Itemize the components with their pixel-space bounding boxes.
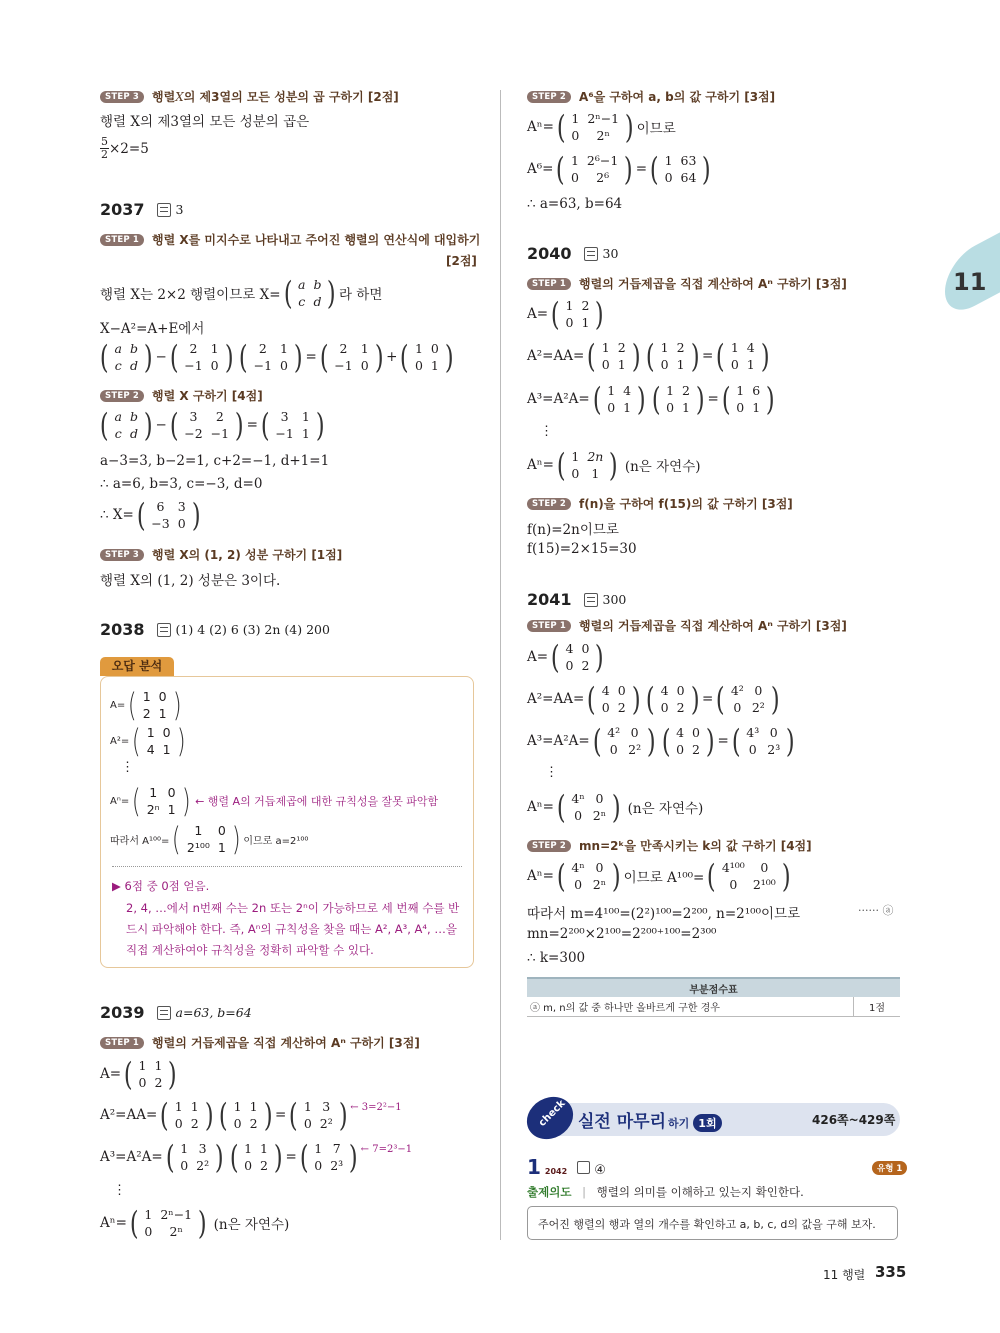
answer-icon (157, 203, 171, 217)
step-header: STEP 2 f(n)을 구하여 f(15)의 값 구하기 [3점] (527, 495, 793, 512)
math-line: Aⁿ= ( 4ⁿ 0 0 2ⁿ ) 이므로 A¹⁰⁰= ( 4¹⁰⁰ 0 0 2¹⁰⁰ ) (527, 857, 791, 895)
question-number: 2038 (1) 4 (2) 6 (3) 2n (4) 200 (100, 620, 330, 639)
math-line: 따라서 m=4¹⁰⁰=(2²)¹⁰⁰=2²⁰⁰, n=2¹⁰⁰이므로 (527, 906, 801, 922)
handwritten-line: A= ( 1 0 2 1 ) (110, 686, 182, 724)
page-number: 335 (875, 1263, 907, 1281)
question-number: 2037 3 (100, 200, 184, 219)
step-header: STEP 3 행렬 X 의 제3열의 모든 성분의 곱 구하기 [2점] (100, 88, 399, 105)
math-line: ∴ a=63, b=64 (527, 196, 623, 212)
math-line: Aⁿ= ( 1 2ⁿ−1 0 2ⁿ ) 이므로 (527, 108, 676, 146)
math-line: A= ( 4 0 0 2 ) (527, 638, 605, 676)
math-line: A²=AA= ( 1 1 0 2 ) ( 1 1 0 2 ) = ( 1 3 0 2² ) ← 3=2²−1 (100, 1096, 402, 1134)
column-divider (500, 90, 501, 1240)
chapter-tab-number: 11 (953, 268, 987, 296)
answer-icon (577, 1161, 590, 1174)
check-label: check (536, 1098, 568, 1129)
table-row: ⓐ m, n의 값 중 하나만 올바르게 구한 경우 1점 (527, 997, 900, 1017)
vertical-ellipsis: ⋮ (113, 1183, 126, 1198)
math-line: A³=A²A= ( 1 3 0 2² ) ( 1 1 0 2 ) = ( 1 7 0 2³ ) ← 7=2³−1 (100, 1138, 413, 1176)
question-number: 2041 300 (527, 590, 627, 609)
math-line: f(15)=2×15=30 (527, 541, 637, 557)
math-line: Aⁿ= ( 4ⁿ 0 0 2ⁿ ) (n은 자연수) (527, 788, 704, 826)
page-range: 426쪽~429쪽 (812, 1113, 896, 1127)
vertical-ellipsis: ⋮ (121, 760, 134, 775)
step-points: [2점] (446, 254, 477, 268)
math-line: A²=AA= ( 1 2 0 1 ) ( 1 2 0 1 ) = ( 1 4 0 1 ) (527, 337, 770, 375)
math-line: A³=A²A= ( 4² 0 0 2² ) ( 4 0 0 2 ) = ( 4³ 0 0 2³ ) (527, 722, 795, 760)
math-line: A⁶= ( 1 2⁶−1 0 2⁶ ) = ( 1 63 0 64 ) (527, 150, 712, 188)
math-line: mn=2²⁰⁰×2¹⁰⁰=2²⁰⁰⁺¹⁰⁰=2³⁰⁰ (527, 926, 717, 942)
explanation-line: 2, 4, …에서 n번째 수는 2n 또는 2ⁿ이 가능하므로 세 번째 수를 반 (126, 901, 460, 915)
intent-line: 출제의도 | 행렬의 의미를 이해하고 있는지 확인한다. (527, 1185, 804, 1199)
step-header: STEP 1 행렬의 거듭제곱을 직접 계산하여 Aⁿ 구하기 [3점] (100, 1034, 420, 1051)
score-table-header: 부분점수표 (527, 978, 900, 997)
math-line: 행렬 X는 2×2 행렬이므로 X= ( a b c d ) 라 하면 (100, 274, 383, 312)
handwritten-line: A²= ( 1 0 4 1 ) (110, 722, 186, 760)
question-number: 2039 a=63, b=64 (100, 1003, 252, 1022)
math-line: A= ( 1 2 0 1 ) (527, 295, 605, 333)
marker-a: ······ ⓐ (858, 904, 894, 917)
partial-score-table (527, 977, 900, 1017)
math-line: ( a b c d ) − ( 3 2 −2 −1 ) = ( 3 1 −1 1 ) (99, 406, 325, 444)
step-header: STEP 2 행렬 X 구하기 [4점] (100, 387, 263, 404)
vertical-ellipsis: ⋮ (540, 424, 553, 439)
step-header: STEP 3 행렬 X의 (1, 2) 성분 구하기 [1점] (100, 546, 342, 563)
answer-icon (584, 593, 598, 607)
answer-icon (157, 623, 171, 637)
explanation-line: 직접 계산하여야 규칙성을 정확히 파악할 수 있다. (126, 943, 374, 957)
footer-chapter: 11 행렬 (823, 1268, 866, 1282)
text-line: 행렬 X의 제3열의 모든 성분의 곱은 (100, 114, 310, 130)
math-line: ∴ a=6, b=3, c=−3, d=0 (100, 476, 263, 492)
answer-icon (157, 1006, 171, 1020)
vertical-ellipsis: ⋮ (545, 765, 558, 780)
check-title: 실전 마무리 하기 1회 (578, 1107, 722, 1132)
handwritten-line: Aⁿ= ( 1 0 2ⁿ 1 ) ← 행렬 A의 거듭제곱에 대한 규칙성을 잘못 파악함 (110, 782, 439, 820)
answer-icon (584, 247, 598, 261)
hint-text: 주어진 행렬의 행과 열의 개수를 확인하고 a, b, c, d의 값을 구해 보자. (538, 1218, 876, 1231)
step-header: STEP 2 mn=2ᵏ을 만족시키는 k의 값 구하기 [4점] (527, 837, 812, 854)
step-header: STEP 1 행렬 X를 미지수로 나타내고 주어진 행렬의 연산식에 대입하기 (100, 231, 480, 248)
type-badge: 유형 1 (872, 1161, 907, 1175)
error-analysis-tab: 오답 분석 (100, 657, 174, 676)
question-number: 1 2042 ④ (527, 1155, 606, 1179)
dotted-divider (112, 866, 462, 867)
math-line: f(n)=2n이므로 (527, 522, 619, 538)
math-line: A²=AA= ( 4 0 0 2 ) ( 4 0 0 2 ) = ( 4² 0 0 2² ) (527, 680, 780, 718)
step-header: STEP 1 행렬의 거듭제곱을 직접 계산하여 Aⁿ 구하기 [3점] (527, 275, 847, 292)
math-line: ( a b c d ) − ( 2 1 −1 0 ) ( 2 1 −1 0 ) = ( 2 1 −1 0 ) + ( 1 0 0 1 ) (99, 338, 454, 376)
math-line: Aⁿ= ( 1 2n 0 1 ) (n은 자연수) (527, 446, 701, 484)
math-line: ∴ X= ( 6 3 −3 0 ) (100, 496, 201, 534)
step-header: STEP 1 행렬의 거듭제곱을 직접 계산하여 Aⁿ 구하기 [3점] (527, 617, 847, 634)
math-line: Aⁿ= ( 1 2ⁿ−1 0 2ⁿ ) (n은 자연수) (100, 1204, 290, 1242)
result-line: ▶ 6점 중 0점 얻음. (112, 879, 210, 893)
text-line: 행렬 X의 (1, 2) 성분은 3이다. (100, 573, 281, 589)
math-line: A³=A²A= ( 1 4 0 1 ) ( 1 2 0 1 ) = ( 1 6 0 1 ) (527, 380, 775, 418)
explanation-line: 드시 파악해야 한다. 즉, Aⁿ의 규칙성을 찾을 때는 A², A³, A⁴, …을 (126, 922, 457, 936)
handwritten-line: 따라서 A¹⁰⁰= ( 1 0 2¹⁰⁰ 1 ) 이므로 a=2¹⁰⁰ (110, 820, 309, 858)
math-line: ∴ k=300 (527, 950, 586, 966)
math-line: A= ( 1 1 0 2 ) (100, 1055, 178, 1093)
math-line: X−A²=A+E에서 (100, 321, 205, 337)
math-line: $\frac{5}{2}$ ×2=5 (101, 135, 149, 161)
math-line: a−3=3, b−2=1, c+2=−1, d+1=1 (100, 453, 330, 469)
step-header: STEP 2 A⁶을 구하여 a, b의 값 구하기 [3점] (527, 88, 775, 105)
question-number: 2040 30 (527, 244, 619, 263)
